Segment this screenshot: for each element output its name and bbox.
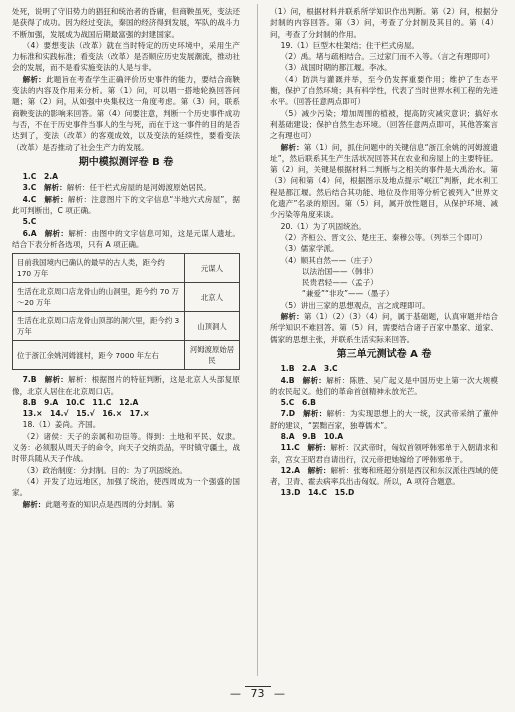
- answer-number: 7.D: [280, 409, 304, 419]
- answer-line: （2）诸侯：天子的亲属和功臣等。得到：土地和平民、奴隶。义务：必须服从周天子的命令，向天子交纳贡品，平时镇守疆土，战时带兵随从天子作战。: [12, 431, 240, 464]
- table-row: [13, 283, 240, 312]
- column-divider: [257, 4, 258, 676]
- answer-line: （5）讲出三家的思想观点，言之成理即可。: [280, 300, 430, 310]
- table-cell: 位于浙江余姚河姆渡村，距今 7000 年左右: [13, 341, 185, 370]
- answer-line: （3）儒家学派。: [280, 244, 339, 254]
- table-row: [13, 312, 240, 341]
- answer-line: 3.C 解析：解析：任干栏式房屋的是河姆渡原始居民。: [22, 183, 212, 193]
- table-cell: 元谋人: [185, 254, 240, 283]
- answer-text: 解析：由图中的文字信息可知，这是元谋人遗址。结合下表分析各选项，只有 A 项正确。: [12, 228, 241, 249]
- match-line: “兼爱”“非攻”——（墨子）: [301, 289, 394, 299]
- analysis-label: 解析：: [280, 142, 304, 152]
- answer-line: 4.B 解析：解析：陈胜、吴广起义是中国历史上第一次大规模的农民起义。他们的革命首创精神永放光芒。: [270, 375, 499, 396]
- answer-line: 6.A 解析：解析：由图中的文字信息可知，这是元谋人遗址。结合下表分析各选项，只有 A 项正确。: [12, 228, 241, 249]
- answer-number: 11.C: [280, 443, 308, 453]
- table-cell: 山顶洞人: [185, 312, 240, 341]
- answer-number: 7.B: [22, 375, 45, 385]
- answer-text: 解析：为实现思想上的大一统，汉武帝采纳了董仲舒的建议，“罢黜百家，独尊儒术”。: [270, 409, 499, 430]
- page-number: 73: [245, 686, 271, 700]
- table-row: [13, 341, 240, 370]
- table-row: [13, 254, 240, 283]
- analysis-text: 此题旨在考查学生正确评价历史事件的能力，要结合商鞅变法的内容及作用来分析。第（1）问，可以唱一搭地轮换回答问题；第（2）问，从如强中央集权这一角度考虑。第（3）问，联系商鞅变法的影响来回答。第（4）问要注意，判断一个历史事件成功与否，不在于历史事件当事人的生与死，而在于这一事件的目的是否达到了，变法（改革）的客观成效，以及变法的延续性，要看变法（改革）是否推动了社会生产力的发展。: [12, 74, 241, 152]
- answer-line: （2）齐桓公、晋文公、楚庄王、秦穆公等。（列举三个即可）: [280, 232, 487, 242]
- answer-line: （5）减少污染；增加周围的植被，提高防灾减灾意识；搞好水利基础建设；保护自然生态环境。（回答任意两点即可，其他答案言之有理也可）: [270, 108, 498, 141]
- match-line: （4）顺其自然——（庄子）: [280, 255, 377, 265]
- answer-line: 1.C 2.A: [22, 172, 59, 182]
- answer-number: 4.C: [22, 194, 45, 204]
- paragraph: （1）问，根据材料并联系所学知识作出判断。第（2）问，根据分封制的内容回答。第（3）问，考查了分封制及其目的。第（4）问，考查了分封制的作用。: [270, 7, 498, 39]
- paragraph: （4）要想变法（改革）就在当时特定的历史环境中，采用生产力标准和实践标准；看变法（改革）是否顺应历史发展潮流，推动社会的发展，而不是看实施变法的人是与非。: [12, 40, 240, 73]
- table-cell: 北京人: [185, 283, 240, 312]
- analysis-label: 解析：: [22, 74, 46, 84]
- section-title: 第三单元测试卷 A 卷: [336, 348, 432, 360]
- match-line: 民贵君轻——（孟子）: [301, 278, 378, 288]
- analysis-paragraph: [270, 142, 498, 221]
- answer-line: 1.B 2.A 3.C: [280, 364, 338, 374]
- table-cell: 目前我国境内已确认的最早的古人类，距今约 170 万年: [13, 254, 185, 283]
- answer-number: 3.C: [22, 183, 44, 193]
- answer-line: 18.（1）姜尚。齐国。: [22, 420, 101, 430]
- answer-line: 8.B 9.A 10.C 11.C 12.A: [22, 397, 139, 407]
- analysis-label: 解析：: [280, 312, 304, 322]
- analysis-text: 第（1）问，抓住问题中的关键信息“浙江余姚的河姆渡遗址”，然后联系其生产生活状况回答其在农业和房屋上的主要特征。第（2）问，关键是根据材料二判断与之相关的事件是大禹治水。第（3）问和第（4）问，根据图示及地点提示“岷江”判断，此水利工程是都江堰。然后结合其功能、地位及作用等分析它被列入“世界文化遗产”名录的原因。第（5）问，属开放性题目，从保护环境、减少污染等角度来谈。: [270, 142, 499, 220]
- answer-line: 4.C 解析：解析：注意图片下的文字信息“半地穴式房屋”，据此可判断出，C 项正确。: [12, 194, 240, 216]
- answer-line: （3）战国时期的都江堰。李冰。: [280, 63, 392, 73]
- answer-line: 7.B 解析：解析：根据图片的特征判断，这是北京人头部复原像，北京人居住在北京周口店。: [12, 375, 241, 396]
- answer-line: 5.C 6.B: [280, 398, 316, 408]
- analysis-label: 解析：: [22, 499, 46, 509]
- answer-text: 解析：陈胜、吴广起义是中国历史上第一次大规模的农民起义。他们的革命首创精神永放光芒。: [270, 375, 499, 396]
- left-column: [12, 6, 240, 510]
- answer-line: 19.（1）巨型木柱架结；住干栏式房屋。: [280, 40, 420, 50]
- answer-text: 解析：汉武帝时，匈奴首领呼韩邪单于入朝请求和亲，宫女王昭君自请出行，汉元帝把她嫁给了呼韩邪单于。: [270, 443, 499, 464]
- analysis-paragraph: [12, 499, 240, 510]
- table-cell: 河姆渡原始居民: [185, 341, 240, 370]
- answer-line: （4）防洪与灌溉并举，至今仍发挥重要作用；维护了生态平衡，保护了自然环境；具有科学性，代表了当时世界水利工程的先进水平。（回答任意两点即可）: [270, 74, 498, 107]
- right-column: [270, 6, 498, 499]
- analysis-text: 第（1）（2）（3）（4）问，属于基础题，认真审题并结合所学知识不难回答。第（5）问，需要结合诸子百家中墨家、道家、儒家的思想主张，并联系生活实际来回答。: [270, 312, 498, 344]
- answer-line: 11.C 解析：解析：汉武帝时，匈奴首领呼韩邪单于入朝请求和亲，宫女王昭君自请出行，汉元帝把她嫁给了呼韩邪单于。: [270, 443, 499, 464]
- answer-line: （3）政治制度：分封制。目的：为了巩固统治。: [22, 465, 187, 475]
- analysis-paragraph: [12, 74, 240, 153]
- table-cell: 生活在北京周口店龙骨山顶部的洞穴里，距今约 3 万年: [13, 312, 185, 341]
- answer-text: 解析：张骞和班超分别是西汉和东汉派往西域的使者，卫青、霍去病率兵出击匈奴。所以，A 项符合题意。: [270, 465, 498, 487]
- answer-number: 12.A: [280, 465, 308, 475]
- analysis-text: 此题考查的知识点是西周的分封制。第: [45, 499, 175, 509]
- analysis-paragraph: [270, 311, 498, 345]
- table-cell: 生活在北京周口店龙骨山的山洞里，距今约 70 万～20 万年: [13, 283, 185, 312]
- answer-text: 解析：根据图片的特征判断，这是北京人头部复原像，北京人居住在北京周口店。: [12, 375, 241, 396]
- paragraph: 处死，说明了守旧势力的猖狂和统治者的昏庸，但商鞅虽死，变法还是获得了成功。因为经过变法，秦国的经济得到发展，军队的战斗力不断加强，发展成为战国后期最富强的封建国家。: [12, 7, 240, 39]
- answer-line: 8.A 9.B 10.A: [280, 431, 344, 441]
- answer-number: 4.B: [280, 375, 303, 385]
- section-title: 期中模拟测评卷 B 卷: [78, 156, 174, 168]
- answer-line: 5.C: [22, 217, 37, 227]
- page-footer: — 73 —: [230, 687, 285, 700]
- answer-line: 7.D 解析：解析：为实现思想上的大一统，汉武帝采纳了董仲舒的建议，“罢黜百家，独尊儒术”。: [270, 409, 499, 430]
- answer-line: 12.A 解析：解析：张骞和班超分别是西汉和东汉派往西域的使者，卫青、霍去病率兵出击匈奴。所以，A 项符合题意。: [270, 465, 498, 487]
- answer-line: 13.D 14.C 15.D: [280, 488, 355, 498]
- comparison-table: [12, 253, 240, 370]
- answer-text: 解析：注意图片下的文字信息“半地穴式房屋”，据此可判断出，C 项正确。: [12, 194, 240, 216]
- answer-text: 解析：任干栏式房屋的是河姆渡原始居民。: [66, 183, 212, 193]
- answer-line: 13.× 14.√ 15.√ 16.× 17.×: [22, 409, 150, 419]
- answer-line: （2）禹。堵与疏相结合。三过家门而不入等。（言之有理即可）: [280, 52, 495, 62]
- answer-line: 20.（1）为了巩固统治。: [280, 221, 366, 231]
- answer-number: 6.A: [22, 228, 45, 238]
- answer-line: （4）开发了边远地区，加强了统治，使西周成为一个强盛的国家。: [12, 476, 240, 498]
- match-line: 以法治国——（韩非）: [301, 266, 378, 276]
